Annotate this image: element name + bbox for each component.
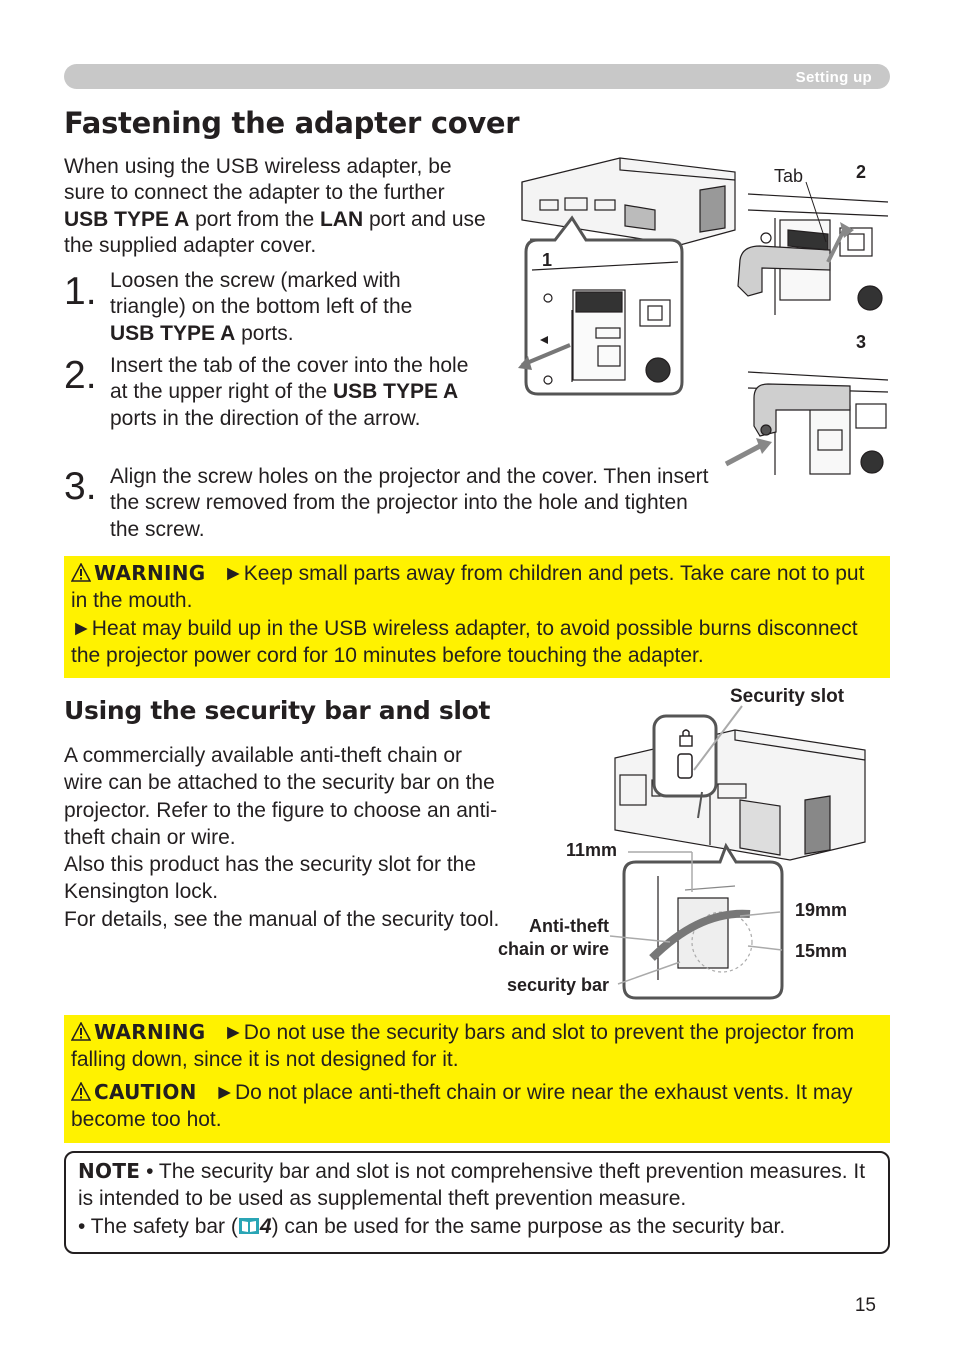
warning-text: [71, 560, 883, 669]
intro-text: port from the: [189, 207, 320, 231]
dimension-15mm: 15mm: [795, 941, 848, 961]
warning-label: [71, 1020, 205, 1044]
note-label: NOTE: [78, 1159, 141, 1183]
section-title: Using the security bar and slot: [64, 696, 491, 725]
note-text-2b: ) can be used for the same purpose as the security bar.: [271, 1214, 786, 1238]
security-figure: [480, 680, 880, 1002]
caution-text: [71, 1079, 883, 1134]
section-name: Setting up: [795, 69, 872, 86]
page-number: 15: [854, 1295, 876, 1316]
header-bar: [64, 64, 890, 89]
step-text: Loosen the screw (marked with triangle) on the bottom left of the: [110, 269, 413, 319]
step-3-number: 3.: [64, 465, 97, 508]
warning-arrow: ►: [71, 616, 92, 640]
step-bold: USB TYPE A: [332, 380, 459, 404]
warning-label-text: WARNING: [94, 1020, 206, 1044]
step-text: ports.: [235, 321, 294, 345]
dimension-19mm: 19mm: [795, 900, 848, 920]
step-3-text: Align the screw holes on the projector and the cover. Then insert the screw removed from the projector into the hole and tighten the screw.: [110, 465, 709, 541]
step-text: ports in the direction of the arrow.: [110, 406, 421, 430]
warning-text-1: Keep small parts away from children and pets. Take care not to put in the mouth.: [71, 562, 865, 613]
callout-1: 1: [542, 250, 553, 270]
dimension-11mm: 11mm: [566, 840, 618, 860]
warning-box: [64, 556, 890, 678]
intro-bold-usb: USB TYPE A: [64, 207, 190, 231]
callout-2: 2: [856, 162, 867, 182]
security-slot-label: Security slot: [730, 686, 845, 707]
tab-label: Tab: [774, 166, 804, 186]
adapter-cover-figure: [510, 150, 890, 480]
security-para-3: For details, see the manual of the security tool.: [64, 907, 500, 931]
caution-triangle-icon: [71, 1082, 91, 1101]
note-text-2a: • The safety bar (: [78, 1214, 238, 1238]
note-text-1: • The security bar and slot is not comprehensive theft prevention measures. It is intended to be used as supplemental theft prevention measure.: [78, 1160, 866, 1211]
intro-text: When using the USB wireless adapter, be sure to connect the adapter to the further: [64, 155, 452, 205]
step-1-text: [110, 268, 460, 347]
step-text: Insert the tab of the cover into the hole at the upper right of the: [110, 354, 469, 404]
caution-body: ►Do not place anti-theft chain or wire near the exhaust vents. It may become too hot.: [71, 1081, 853, 1132]
chain-label-2: chain or wire: [497, 939, 609, 959]
chain-label-1: Anti-theft: [529, 916, 609, 936]
warning-arrow: ►: [223, 562, 244, 585]
note-page-ref: 4: [259, 1214, 272, 1238]
caution-label-text: CAUTION: [94, 1080, 197, 1104]
intro-text: port and use the supplied adapter cover.: [64, 207, 486, 257]
intro-bold-lan: LAN: [319, 207, 364, 231]
warning-label: [71, 561, 205, 585]
step-bold: USB TYPE A: [110, 321, 236, 345]
callout-3: 3: [856, 332, 867, 352]
book-reference-icon: [238, 1217, 260, 1235]
note-text: [78, 1158, 878, 1240]
security-para-2: Also this product has the security slot for the Kensington lock.: [64, 853, 477, 904]
step-2-number: 2.: [64, 354, 97, 397]
warning-triangle-icon: [71, 1022, 91, 1041]
step-2-text: [110, 353, 480, 432]
security-bar-label: security bar: [506, 975, 609, 995]
security-para-1: A commercially available anti-theft chain or wire can be attached to the security bar on the projector. Refer to the figure to choose an anti-theft chain or wire.: [64, 744, 498, 849]
caution-label: [71, 1080, 197, 1104]
warning-2-body: ►Do not use the security bars and slot to prevent the projector from falling down, since it is not designed for it.: [71, 1021, 855, 1072]
warning-text-2: Heat may build up in the USB wireless adapter, to avoid possible burns disconnect the projector power cord for 10 minutes before touching the adapter.: [71, 616, 858, 667]
warning-label-text: WARNING: [94, 561, 206, 585]
security-description: [64, 742, 504, 933]
warning-caution-box: [64, 1015, 890, 1143]
section-title: Fastening the adapter cover: [64, 106, 520, 140]
warning-2-text: [71, 1019, 883, 1074]
step-1-number: 1.: [64, 270, 97, 313]
intro-paragraph: [64, 154, 496, 259]
note-box: [64, 1151, 890, 1254]
warning-triangle-icon: [71, 563, 91, 582]
